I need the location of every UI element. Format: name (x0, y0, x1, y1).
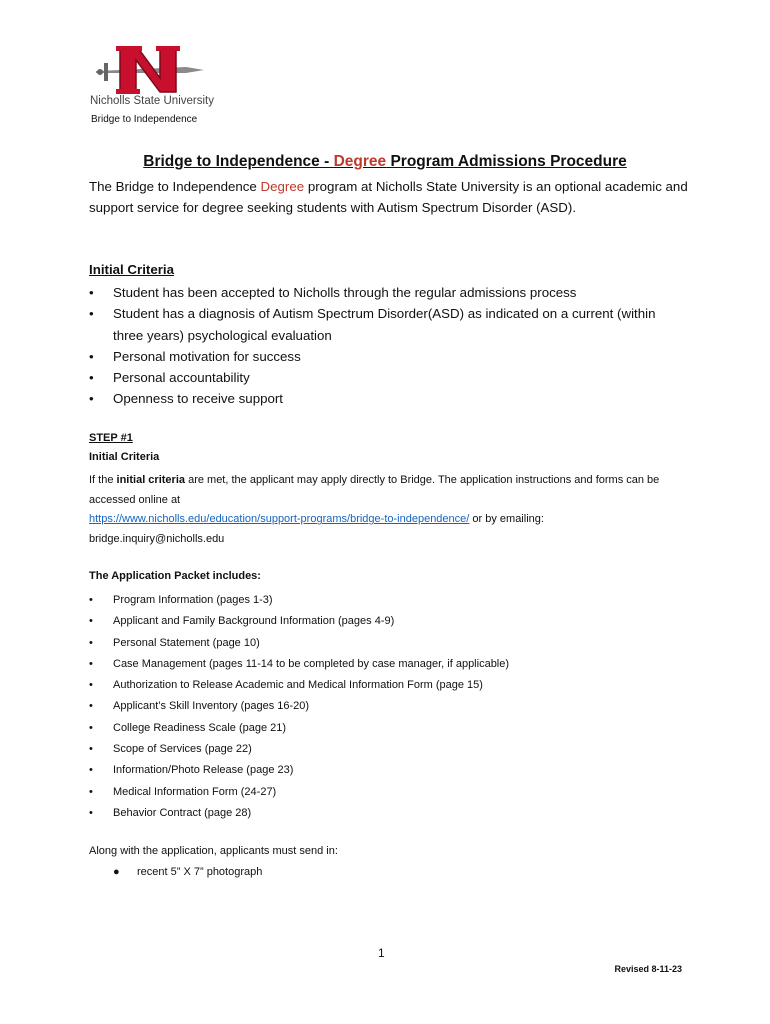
bullet-icon: • (89, 806, 93, 819)
criteria-text: Student has been accepted to Nicholls through the regular admissions process (113, 285, 577, 300)
packet-item-text: Applicant’s Skill Inventory (pages 16-20) (113, 700, 310, 713)
title-highlight: Degree (333, 153, 387, 170)
packet-item-text: Medical Information Form (24-27) (113, 785, 277, 798)
intro-part1: The Bridge to Independence (89, 179, 261, 194)
criteria-text: Personal accountability (113, 370, 250, 386)
list-item (89, 760, 689, 781)
list-item (89, 303, 689, 346)
intro-highlight: Degree (260, 179, 305, 194)
intro-paragraph (89, 176, 689, 218)
bullet-icon: ● (113, 866, 120, 878)
criteria-text: Student has a diagnosis of Autism Spectrum Disorder(ASD) as indicated on a current (within three years) psychological evaluation (113, 306, 656, 343)
program-link[interactable]: https://www.nicholls.edu/education/support-programs/bridge-to-independence/ (89, 513, 470, 526)
list-item (89, 346, 689, 367)
packet-item-text: Scope of Services (page 22) (113, 743, 252, 756)
list-item (89, 367, 689, 388)
packet-item-text: Case Management (pages 11-14 to be completed by case manager, if applicable) (113, 657, 510, 670)
list-item (89, 803, 689, 824)
step-text-bold: initial criteria (116, 474, 186, 486)
bullet-icon: • (89, 615, 93, 628)
bullet-icon: • (89, 679, 93, 692)
packet-item-text: Applicant and Family Background Information (pages 4-9) (113, 615, 395, 628)
step-paragraph (89, 471, 689, 550)
bullet-icon: • (89, 348, 94, 364)
list-item (89, 388, 689, 409)
list-item (89, 611, 689, 632)
bullet-icon: • (89, 764, 93, 777)
list-item (89, 282, 689, 303)
step-text-after: are met, the applicant may apply directly to Bridge. The application instructions and forms can be accessed online at (89, 474, 660, 506)
packet-item-text: Authorization to Release Academic and Medical Information Form (page 15) (113, 679, 483, 692)
list-item (89, 782, 689, 803)
bullet-icon: • (89, 743, 93, 756)
bullet-icon: • (89, 636, 93, 649)
photo-requirement (113, 866, 262, 878)
photo-text: recent 5” X 7” photograph (137, 866, 263, 878)
title-part2: Program Admissions Procedure (386, 153, 627, 170)
header-subtitle: Bridge to Independence (91, 114, 198, 125)
list-item (89, 675, 689, 696)
page-title (0, 153, 770, 171)
revised-date: Revised 8-11-23 (614, 964, 682, 974)
step-text-before: If the (89, 474, 117, 486)
bullet-icon: • (89, 370, 94, 386)
packet-list (89, 590, 689, 824)
bullet-icon: • (89, 285, 94, 300)
logo-wordmark: Nicholls State University (90, 95, 214, 107)
packet-item-text: Behavior Contract (page 28) (113, 806, 252, 819)
bullet-icon: • (89, 785, 93, 798)
initial-criteria-heading: Initial Criteria (89, 262, 174, 277)
nicholls-n-sword-icon (90, 44, 210, 96)
bullet-icon: • (89, 306, 94, 322)
packet-item-text: College Readiness Scale (page 21) (113, 721, 287, 734)
list-item (89, 633, 689, 654)
list-item (89, 590, 689, 611)
list-item (89, 654, 689, 675)
link-suffix: or by emailing: (469, 513, 544, 526)
page-number: 1 (378, 946, 385, 960)
packet-item-text: Information/Photo Release (page 23) (113, 764, 294, 777)
packet-heading: The Application Packet includes: (89, 570, 261, 582)
bullet-icon: • (89, 594, 93, 606)
list-item (89, 739, 689, 760)
packet-item-text: Program Information (pages 1-3) (113, 594, 273, 606)
contact-email: bridge.inquiry@nicholls.edu (89, 533, 225, 546)
criteria-text: Openness to receive support (113, 391, 284, 407)
title-part1: Bridge to Independence - (143, 153, 334, 170)
bullet-icon: • (89, 700, 93, 713)
step-heading: STEP #1 (89, 432, 133, 444)
bullet-icon: • (89, 657, 93, 670)
intro-part2: program at Nicholls State University is an optional academic and support service for degree seeking students with Autism Spectrum Disorder (ASD). (89, 179, 688, 215)
step-subheading: Initial Criteria (89, 451, 160, 463)
list-item (89, 696, 689, 717)
packet-item-text: Personal Statement (page 10) (113, 636, 260, 649)
initial-criteria-list (89, 282, 689, 410)
criteria-text: Personal motivation for success (113, 348, 301, 364)
list-item (89, 718, 689, 739)
bullet-icon: • (89, 721, 93, 734)
bullet-icon: • (89, 391, 94, 407)
along-text: Along with the application, applicants must send in: (89, 845, 338, 857)
